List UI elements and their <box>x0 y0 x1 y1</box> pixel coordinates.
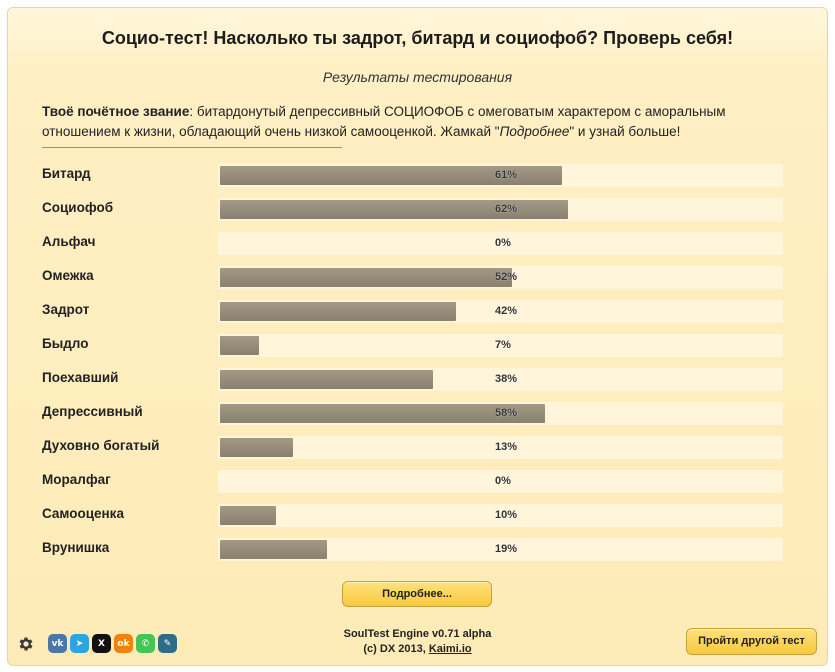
trait-percent: 42% <box>495 305 518 317</box>
trait-percent: 52% <box>495 271 518 283</box>
page-title: Социо-тест! Насколько ты задрот, битард и социофоб? Проверь себя! <box>101 28 734 48</box>
trait-label: Омежка <box>42 268 94 283</box>
trait-percent: 61% <box>495 169 518 181</box>
trait-row <box>8 299 827 323</box>
trait-label: Врунишка <box>42 540 110 555</box>
result-description <box>42 102 782 142</box>
trait-row <box>8 333 827 357</box>
trait-bar-track <box>218 470 783 493</box>
trait-bar-fill <box>220 438 293 457</box>
trait-bar-fill <box>220 506 276 525</box>
trait-label: Самооценка <box>42 506 124 521</box>
engine-version: SoulTest Engine v0.71 alpha <box>343 628 492 640</box>
trait-row <box>8 197 827 221</box>
trait-percent: 13% <box>495 441 518 453</box>
trait-bar-fill <box>220 370 433 389</box>
other-test-button[interactable]: Пройти другой тест <box>686 628 817 655</box>
trait-label: Духовно богатый <box>42 438 160 453</box>
trait-bar-track <box>218 334 783 357</box>
trait-percent: 10% <box>495 509 518 521</box>
trait-bar-track <box>218 232 783 255</box>
social-share-bar <box>48 634 177 653</box>
trait-bar-track <box>218 402 783 425</box>
odnoklassniki-icon[interactable]: ok <box>114 634 133 653</box>
trait-label: Депрессивный <box>42 404 143 419</box>
trait-percent: 38% <box>495 373 518 385</box>
trait-bar-fill <box>220 302 456 321</box>
trait-row <box>8 401 827 425</box>
trait-row <box>8 503 827 527</box>
test-results-panel <box>7 7 828 666</box>
trait-bar-track <box>218 538 783 561</box>
trait-row <box>8 265 827 289</box>
trait-label: Битард <box>42 166 91 181</box>
trait-label: Задрот <box>42 302 90 317</box>
trait-bar-track <box>218 300 783 323</box>
trait-bar-track <box>218 266 783 289</box>
trait-label: Поехавший <box>42 370 119 385</box>
results-subtitle: Результаты тестирования <box>322 69 513 85</box>
trait-row <box>8 231 827 255</box>
trait-percent: 0% <box>495 237 511 249</box>
trait-bar-track <box>218 436 783 459</box>
trait-percent: 19% <box>495 543 518 555</box>
trait-bar-track <box>218 198 783 221</box>
trait-bar-fill <box>220 336 259 355</box>
trait-bar-fill <box>220 540 327 559</box>
x-icon[interactable]: X <box>92 634 111 653</box>
site-link[interactable]: Kaimi.io <box>428 643 472 655</box>
copyright-text: (c) DX 2013, <box>363 643 429 655</box>
more-button[interactable]: Подробнее... <box>342 581 492 607</box>
trait-row <box>8 163 827 187</box>
trait-percent: 58% <box>495 407 518 419</box>
trait-row <box>8 367 827 391</box>
trait-bar-fill <box>220 268 512 287</box>
trait-label: Быдло <box>42 336 89 351</box>
trait-percent: 0% <box>495 475 511 487</box>
trait-percent: 62% <box>495 203 518 215</box>
trait-percent: 7% <box>495 339 511 351</box>
vk-icon[interactable]: vk <box>48 634 67 653</box>
trait-bar-track <box>218 368 783 391</box>
trait-row <box>8 537 827 561</box>
divider <box>42 147 342 148</box>
whatsapp-icon[interactable]: ✆ <box>136 634 155 653</box>
rank-label: Твоё почётное звание <box>42 104 190 119</box>
rank-text-2: " и узнай больше! <box>569 124 681 139</box>
trait-row <box>8 435 827 459</box>
more-word: Подробнее <box>499 124 570 139</box>
rank-text-1: : битардонутый депрессивный СОЦИОФОБ с омеговатым характером с аморальным отношением к жизни, обладающий очень низкой самооценкой. Жамкай " <box>42 104 726 139</box>
trait-bar-track <box>218 504 783 527</box>
trait-label: Альфач <box>42 234 96 249</box>
trait-label: Социофоб <box>42 200 114 215</box>
trait-label: Моралфаг <box>42 472 111 487</box>
gear-icon[interactable] <box>17 635 35 653</box>
trait-row <box>8 469 827 493</box>
livejournal-icon[interactable]: ✎ <box>158 634 177 653</box>
trait-bar-track <box>218 164 783 187</box>
telegram-icon[interactable]: ➤ <box>70 634 89 653</box>
